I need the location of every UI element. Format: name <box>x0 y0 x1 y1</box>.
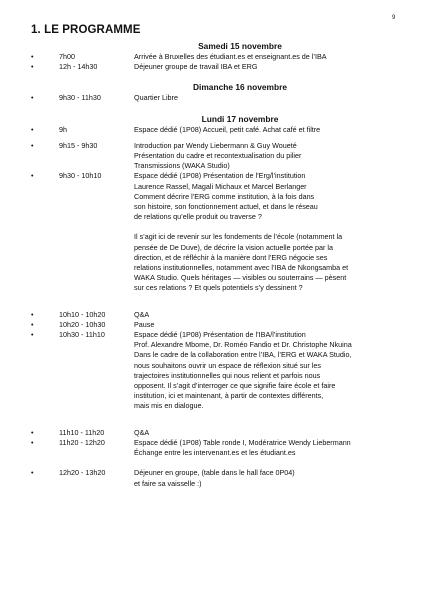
paragraph <box>134 232 401 293</box>
schedule-item <box>31 468 401 488</box>
item-text: Déjeuner groupe de travail IBA et ERG <box>134 62 258 72</box>
item-text: Transmissions (WAKA Studio) <box>134 161 230 171</box>
bullet: • <box>31 52 34 61</box>
schedule-item <box>31 52 401 62</box>
item-text: Déjeuner en groupe, (table dans le hall face 0P04) <box>134 468 295 478</box>
item-text: Introduction par Wendy Liebermann & Guy Woueté <box>134 140 297 150</box>
schedule-item <box>31 428 401 438</box>
time-slot: 10h30 - 11h10 <box>59 330 105 340</box>
paragraph-line: sur ces relations ? Et quels potentiels s’y dessinent ? <box>134 283 303 293</box>
page-number: 9 <box>392 15 396 21</box>
item-text: Pause <box>134 319 155 329</box>
bullet: • <box>31 330 34 340</box>
item-text: trajectoires institutionnelles qui nous relient et parfois nous <box>134 370 321 380</box>
schedule-item <box>31 125 401 135</box>
schedule-item <box>31 310 401 320</box>
paragraph-line: pensée de De Duve), de décrire la vision actuelle portée par la <box>134 242 333 252</box>
item-text: Présentation du cadre et recontextualisation du pilier <box>134 151 302 161</box>
page-title: 1. LE PROGRAMME <box>31 24 141 36</box>
item-text: Espace dédié (1P08) Présentation de l’Erg/l’institution <box>134 171 306 181</box>
time-slot: 7h00 <box>59 52 75 61</box>
item-text: et faire sa vaisselle :) <box>134 478 202 488</box>
time-slot: 9h <box>59 124 67 134</box>
time-slot: 10h20 - 10h30 <box>59 319 106 329</box>
bullet: • <box>31 93 34 103</box>
day-heading-monday: Lundi 17 novembre <box>201 113 279 124</box>
bullet: • <box>31 427 34 437</box>
item-text: Prof. Alexandre Mbome, Dr. Roméo Fandio et Dr. Christophe Nkuina <box>134 340 352 350</box>
schedule-item <box>31 62 401 72</box>
item-text: Quartier Libre <box>134 93 178 103</box>
time-slot: 11h20 - 12h20 <box>59 437 105 447</box>
bullet: • <box>31 437 34 447</box>
schedule-item <box>31 438 401 458</box>
item-text: Arrivée à Bruxelles des étudiant.es et enseignant.es de l’IBA <box>134 52 327 61</box>
item-text: son histoire, son fonctionnement actuel, et dans le réseau <box>134 202 318 212</box>
item-text: de relations qu’elle produit ou traverse ? <box>134 212 262 222</box>
item-text: opposent. Il s’agit d’interroger ce que signifie faire école et faire <box>134 381 336 391</box>
schedule-item <box>31 93 401 103</box>
item-text: Échange entre les intervenant.es et les étudiant.es <box>134 448 296 458</box>
time-slot: 10h10 - 10h20 <box>59 309 106 319</box>
paragraph-line: direction, et de réfléchir à la manière dont l’ERG négocie ses <box>134 252 328 262</box>
time-slot: 9h30 - 11h30 <box>59 93 101 103</box>
item-text: mais mis en dialogue. <box>134 401 204 411</box>
paragraph-line: relations institutionnelles, notamment avec l’IBA de Nkongsamba et <box>134 263 349 273</box>
item-text: Espace dédié (1P08) Accueil, petit café. Achat café et filtre <box>134 124 321 134</box>
time-slot: 9h15 - 9h30 <box>59 140 98 150</box>
schedule-item <box>31 320 401 330</box>
day-heading-sunday: Dimanche 16 novembre <box>192 82 288 93</box>
bullet: • <box>31 171 34 181</box>
item-text: Espace dédié (1P08) Présentation de l’IBA/l’institution <box>134 330 306 340</box>
time-slot: 11h10 - 11h20 <box>59 427 105 437</box>
item-text: Dans le cadre de la collaboration entre l’IBA, l’ERG et WAKA Studio, <box>134 350 352 360</box>
bullet: • <box>31 124 34 134</box>
item-text: institution, ici et maintenant, à partir de contextes différents, <box>134 391 324 401</box>
paragraph-line: WAKA Studio. Quels héritages — visibles ou souterrains — pèsent <box>134 273 347 283</box>
bullet: • <box>31 62 34 72</box>
item-text: Q&A <box>134 427 150 437</box>
time-slot: 9h30 - 10h10 <box>59 171 102 181</box>
paragraph-line: Il s’agit ici de revenir sur les fondements de l’école (notamment la <box>134 232 343 242</box>
bullet: • <box>31 140 34 150</box>
bullet: • <box>31 309 34 319</box>
item-text: Q&A <box>134 309 150 319</box>
schedule-item <box>31 330 401 412</box>
item-text: Comment décrire l’ERG comme institution, à la fois dans <box>134 191 315 201</box>
programme-content <box>31 41 401 489</box>
item-text: Laurence Rassel, Magali Michaux et Marcel Berlanger <box>134 181 307 191</box>
item-text: Espace dédié (1P08) Table ronde I, Modératrice Wendy Liebermann <box>134 437 351 447</box>
time-slot: 12h - 14h30 <box>59 62 98 72</box>
schedule-item <box>31 171 401 222</box>
bullet: • <box>31 319 34 329</box>
bullet: • <box>31 468 34 478</box>
schedule-item <box>31 141 401 172</box>
time-slot: 12h20 - 13h20 <box>59 468 106 478</box>
day-heading-saturday: Samedi 15 novembre <box>198 41 282 51</box>
item-text: nous souhaitons ouvrir un espace de réflexion situé sur les <box>134 360 321 370</box>
